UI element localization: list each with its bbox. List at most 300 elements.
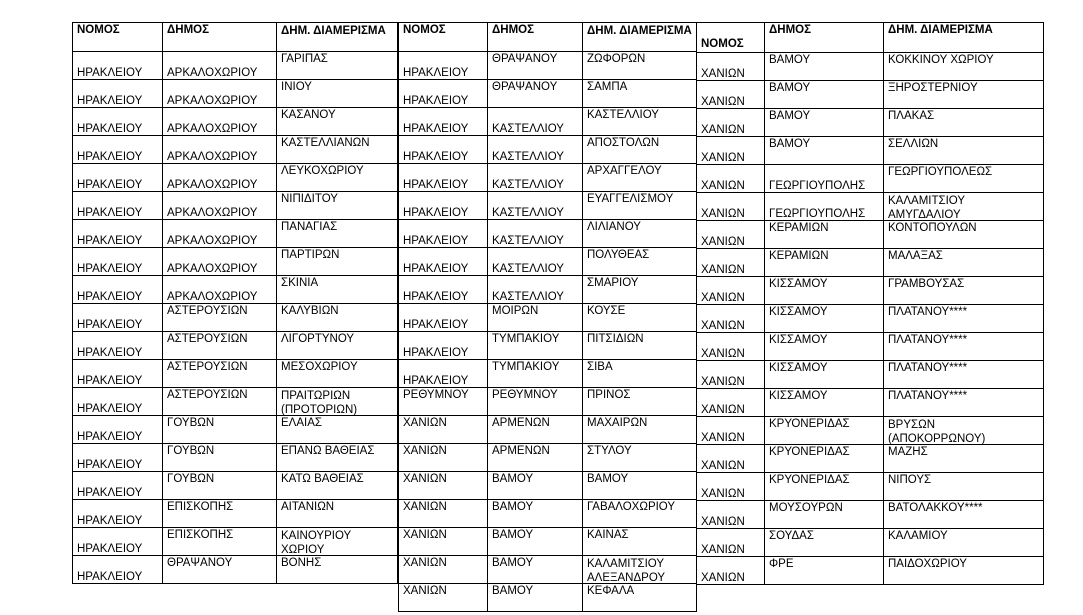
dimos-value-cell: [765, 473, 884, 501]
table-row: [73, 332, 398, 360]
dimos-value: ΓΟΥΒΩΝ: [167, 417, 215, 429]
nomos-value-cell: [399, 444, 488, 472]
diamerisma-value-cell: [583, 164, 697, 192]
nomos-value: ΗΡΑΚΛΕΙΟΥ: [403, 375, 469, 387]
dimos-value: ΑΡΚΑΛΟΧΩΡΙΟΥ: [167, 207, 258, 219]
dimos-value: ΚΙΣΣΑΜΟΥ: [769, 390, 828, 402]
nomos-value: ΗΡΑΚΛΕΙΟΥ: [77, 543, 143, 555]
dimos-value: ΜΟΥΣΟΥΡΩΝ: [769, 502, 843, 514]
nomos-value: ΗΡΑΚΛΕΙΟΥ: [403, 151, 469, 163]
diamerisma-value-cell: [583, 276, 697, 304]
dimos-value-cell: [765, 109, 884, 137]
table-row: [697, 305, 1044, 333]
diamerisma-value-cell: [277, 192, 398, 220]
dimos-value-cell: [488, 220, 583, 248]
header-dim-diamerisma: ΔΗΜ. ΔΙΑΜΕΡΙΣΜΑ: [277, 23, 398, 52]
table-header-row: [697, 23, 1044, 53]
nomos-value-cell: [73, 332, 163, 360]
header-dimos: ΔΗΜΟΣ: [163, 23, 277, 52]
table-row: [697, 361, 1044, 389]
dimos-value: ΑΣΤΕΡΟΥΣΙΩΝ: [167, 305, 248, 317]
nomos-value: ΧΑΝΙΩΝ: [701, 68, 745, 80]
dimos-value: ΚΑΣΤΕΛΛΙΟΥ: [492, 235, 564, 247]
nomos-value: ΗΡΑΚΛΕΙΟΥ: [77, 319, 143, 331]
table-row: [73, 556, 398, 584]
dimos-value-cell: [488, 332, 583, 360]
nomos-value-cell: [399, 584, 488, 612]
nomos-value-cell: [399, 192, 488, 220]
diamerisma-value: ΚΟΥΣΕ: [587, 305, 626, 317]
table-row: [399, 164, 697, 192]
dimos-value: ΑΡΚΑΛΟΧΩΡΙΟΥ: [167, 291, 258, 303]
nomos-value-cell: [399, 416, 488, 444]
nomos-value: ΧΑΝΙΩΝ: [701, 404, 745, 416]
nomos-value-cell: [399, 80, 488, 108]
table-row: [399, 472, 697, 500]
dimos-value-cell: [765, 389, 884, 417]
nomos-value-cell: [399, 556, 488, 584]
dimos-value: ΒΑΜΟΥ: [769, 138, 811, 150]
diamerisma-value: ΚΑΣΤΕΛΛΙΟΥ: [587, 109, 659, 121]
dimos-value-cell: [163, 416, 277, 444]
header-nomos: ΝΟΜΟΣ: [73, 23, 163, 52]
table-heraklion-part2: [398, 22, 697, 612]
dimos-value-cell: [765, 137, 884, 165]
diamerisma-value: ΚΑΙΝΟΥΡΙΟΥ ΧΩΡΙΟΥ: [281, 530, 351, 556]
table-row: [399, 416, 697, 444]
nomos-value: ΧΑΝΙΩΝ: [701, 488, 745, 500]
table-row: [697, 277, 1044, 305]
dimos-value: ΚΙΣΣΑΜΟΥ: [769, 334, 828, 346]
diamerisma-value-cell: [884, 529, 1044, 557]
dimos-value: ΚΙΣΣΑΜΟΥ: [769, 306, 828, 318]
dimos-value-cell: [765, 53, 884, 81]
header-dimos: ΔΗΜΟΣ: [488, 23, 583, 52]
table-chania: [696, 22, 1044, 585]
dimos-value: ΘΡΑΨΑΝΟΥ: [492, 53, 558, 65]
nomos-value-cell: [399, 388, 488, 416]
diamerisma-value-cell: [884, 109, 1044, 137]
diamerisma-value: ΠΛΑΤΑΝΟΥ****: [888, 362, 968, 374]
nomos-value-cell: [73, 304, 163, 332]
dimos-value: ΑΡΚΑΛΟΧΩΡΙΟΥ: [167, 67, 258, 79]
diamerisma-value-cell: [583, 444, 697, 472]
nomos-value-cell: [697, 305, 765, 333]
diamerisma-value-cell: [884, 305, 1044, 333]
diamerisma-value: ΚΑΣΑΝΟΥ: [281, 109, 336, 121]
diamerisma-value: ΣΤΥΛΟΥ: [587, 445, 632, 457]
table-row: [697, 473, 1044, 501]
nomos-value: ΗΡΑΚΛΕΙΟΥ: [77, 431, 143, 443]
dimos-value-cell: [765, 277, 884, 305]
diamerisma-value-cell: [277, 556, 398, 584]
dimos-value: ΒΑΜΟΥ: [492, 585, 534, 597]
dimos-value-cell: [488, 584, 583, 612]
dimos-value: ΑΡΜΕΝΩΝ: [492, 417, 550, 429]
nomos-value: ΡΕΘΥΜΝΟΥ: [403, 389, 469, 401]
nomos-value-cell: [697, 557, 765, 585]
diamerisma-value-cell: [277, 360, 398, 388]
nomos-value: ΗΡΑΚΛΕΙΟΥ: [77, 515, 143, 527]
dimos-value: ΒΑΜΟΥ: [769, 110, 811, 122]
diamerisma-value-cell: [277, 108, 398, 136]
diamerisma-value: ΒΟΝΗΣ: [281, 557, 322, 569]
table-row: [697, 557, 1044, 585]
diamerisma-value: ΓΡΑΜΒΟΥΣΑΣ: [888, 278, 965, 290]
dimos-value-cell: [765, 361, 884, 389]
dimos-value-cell: [163, 164, 277, 192]
dimos-value-cell: [163, 360, 277, 388]
table-row: [399, 304, 697, 332]
nomos-value: ΗΡΑΚΛΕΙΟΥ: [77, 375, 143, 387]
nomos-value: ΧΑΝΙΩΝ: [701, 96, 745, 108]
diamerisma-value: ΠΡΑΙΤΩΡΙΩΝ (ΠΡΟΤΟΡΙΩΝ): [281, 390, 358, 416]
nomos-value: ΗΡΑΚΛΕΙΟΥ: [77, 263, 143, 275]
table-row: [399, 52, 697, 80]
nomos-value: ΗΡΑΚΛΕΙΟΥ: [403, 179, 469, 191]
diamerisma-value: ΙΝΙΟΥ: [281, 81, 312, 93]
table-row: [399, 444, 697, 472]
dimos-value: ΓΟΥΒΩΝ: [167, 445, 215, 457]
diamerisma-value: ΠΛΑΤΑΝΟΥ****: [888, 334, 968, 346]
nomos-value-cell: [697, 389, 765, 417]
diamerisma-value-cell: [277, 248, 398, 276]
nomos-value: ΗΡΑΚΛΕΙΟΥ: [77, 459, 143, 471]
dimos-value-cell: [765, 501, 884, 529]
nomos-value: ΗΡΑΚΛΕΙΟΥ: [77, 235, 143, 247]
diamerisma-value: ΚΑΛΑΜΙΤΣΙΟΥ ΑΛΕΞΑΝΔΡΟΥ: [587, 558, 666, 584]
table-row: [73, 220, 398, 248]
diamerisma-value-cell: [884, 445, 1044, 473]
dimos-value-cell: [488, 304, 583, 332]
nomos-value-cell: [399, 500, 488, 528]
table-row: [73, 108, 398, 136]
table-row: [697, 389, 1044, 417]
dimos-value: ΘΡΑΨΑΝΟΥ: [167, 557, 233, 569]
diamerisma-value: ΚΟΚΚΙΝΟΥ ΧΩΡΙΟΥ: [888, 54, 994, 66]
dimos-value: ΒΑΜΟΥ: [492, 473, 534, 485]
nomos-value-cell: [697, 249, 765, 277]
nomos-value-cell: [399, 108, 488, 136]
header-nomos: ΝΟΜΟΣ: [697, 23, 765, 53]
diamerisma-value: ΓΕΩΡΓΙΟΥΠΟΛΕΩΣ: [888, 166, 993, 178]
nomos-value-cell: [73, 360, 163, 388]
diamerisma-value: ΣΑΜΠΑ: [587, 81, 628, 93]
header-dim-diamerisma: ΔΗΜ. ΔΙΑΜΕΡΙΣΜΑ: [884, 23, 1044, 53]
diamerisma-value-cell: [583, 500, 697, 528]
table-row: [73, 136, 398, 164]
nomos-value-cell: [399, 304, 488, 332]
diamerisma-value-cell: [884, 53, 1044, 81]
diamerisma-value-cell: [884, 249, 1044, 277]
dimos-value: ΚΕΡΑΜΙΩΝ: [769, 222, 829, 234]
dimos-value: ΑΣΤΕΡΟΥΣΙΩΝ: [167, 361, 248, 373]
table-row: [73, 248, 398, 276]
table-row: [73, 304, 398, 332]
dimos-value: ΡΕΘΥΜΝΟΥ: [492, 389, 558, 401]
dimos-value-cell: [765, 333, 884, 361]
nomos-value-cell: [73, 472, 163, 500]
table-row: [399, 80, 697, 108]
dimos-value: ΤΥΜΠΑΚΙΟΥ: [492, 333, 560, 345]
dimos-value-cell: [163, 444, 277, 472]
dimos-value-cell: [488, 164, 583, 192]
table-row: [697, 221, 1044, 249]
table-row: [399, 276, 697, 304]
diamerisma-value: ΠΑΝΑΓΙΑΣ: [281, 221, 338, 233]
dimos-value-cell: [765, 81, 884, 109]
diamerisma-value-cell: [583, 108, 697, 136]
table-row: [697, 501, 1044, 529]
dimos-value: ΤΥΜΠΑΚΙΟΥ: [492, 361, 560, 373]
diamerisma-value: ΜΕΣΟΧΩΡΙΟΥ: [281, 361, 358, 373]
dimos-value: ΚΑΣΤΕΛΛΙΟΥ: [492, 207, 564, 219]
diamerisma-value-cell: [583, 192, 697, 220]
table-row: [697, 445, 1044, 473]
diamerisma-value-cell: [277, 332, 398, 360]
diamerisma-value: ΒΑΤΟΛΑΚΚΟΥ****: [888, 502, 983, 514]
dimos-value: ΚΑΣΤΕΛΛΙΟΥ: [492, 123, 564, 135]
nomos-value: ΧΑΝΙΩΝ: [701, 348, 745, 360]
diamerisma-value: ΚΑΛΥΒΙΩΝ: [281, 305, 339, 317]
nomos-value: ΧΑΝΙΩΝ: [701, 124, 745, 136]
nomos-value-cell: [399, 52, 488, 80]
dimos-value: ΚΡΥΟΝΕΡΙΔΑΣ: [769, 474, 850, 486]
nomos-value-cell: [73, 108, 163, 136]
diamerisma-value: ΑΡΧΑΓΓΕΛΟΥ: [587, 165, 662, 177]
diamerisma-value: ΠΙΤΣΙΔΙΩΝ: [587, 333, 644, 345]
header-nomos: ΝΟΜΟΣ: [399, 23, 488, 52]
dimos-value-cell: [765, 529, 884, 557]
dimos-value: ΣΟΥΔΑΣ: [769, 530, 814, 542]
diamerisma-value-cell: [583, 220, 697, 248]
diamerisma-value-cell: [884, 389, 1044, 417]
table-row: [73, 360, 398, 388]
table-row: [399, 220, 697, 248]
diamerisma-value: ΠΡΙΝΟΣ: [587, 389, 631, 401]
nomos-value-cell: [73, 500, 163, 528]
diamerisma-value-cell: [583, 528, 697, 556]
table-row: [399, 584, 697, 612]
table-row: [73, 388, 398, 416]
nomos-value-cell: [697, 417, 765, 445]
nomos-value: ΗΡΑΚΛΕΙΟΥ: [403, 95, 469, 107]
nomos-value: ΧΑΝΙΩΝ: [701, 264, 745, 276]
diamerisma-value: ΜΑΖΗΣ: [888, 446, 928, 458]
diamerisma-value-cell: [277, 80, 398, 108]
diamerisma-value: ΛΕΥΚΟΧΩΡΙΟΥ: [281, 165, 364, 177]
nomos-value: ΗΡΑΚΛΕΙΟΥ: [77, 291, 143, 303]
nomos-value-cell: [697, 193, 765, 221]
nomos-value: ΧΑΝΙΩΝ: [403, 501, 447, 513]
dimos-value-cell: [163, 556, 277, 584]
nomos-value: ΧΑΝΙΩΝ: [701, 236, 745, 248]
nomos-value: ΗΡΑΚΛΕΙΟΥ: [403, 291, 469, 303]
diamerisma-value: ΚΑΛΑΜΙΟΥ: [888, 530, 948, 542]
dimos-value: ΑΡΚΑΛΟΧΩΡΙΟΥ: [167, 263, 258, 275]
nomos-value: ΗΡΑΚΛΕΙΟΥ: [77, 571, 143, 583]
dimos-value-cell: [163, 80, 277, 108]
nomos-value-cell: [399, 164, 488, 192]
dimos-value-cell: [765, 249, 884, 277]
nomos-value-cell: [697, 109, 765, 137]
dimos-value-cell: [488, 416, 583, 444]
dimos-value: ΓΕΩΡΓΙΟΥΠΟΛΗΣ: [769, 208, 866, 220]
diamerisma-value-cell: [583, 248, 697, 276]
diamerisma-value-cell: [277, 500, 398, 528]
nomos-value-cell: [73, 80, 163, 108]
dimos-value: ΑΡΚΑΛΟΧΩΡΙΟΥ: [167, 179, 258, 191]
dimos-value-cell: [765, 445, 884, 473]
nomos-value: ΧΑΝΙΩΝ: [701, 460, 745, 472]
dimos-value: ΦΡΕ: [769, 558, 794, 570]
table-header-row: [73, 23, 398, 52]
dimos-value: ΑΡΚΑΛΟΧΩΡΙΟΥ: [167, 95, 258, 107]
nomos-value: ΗΡΑΚΛΕΙΟΥ: [77, 487, 143, 499]
dimos-value: ΑΡΜΕΝΩΝ: [492, 445, 550, 457]
diamerisma-value: ΑΙΤΑΝΙΩΝ: [281, 501, 335, 513]
nomos-value: ΗΡΑΚΛΕΙΟΥ: [77, 347, 143, 359]
dimos-value-cell: [765, 305, 884, 333]
dimos-value-cell: [163, 472, 277, 500]
diamerisma-value: ΣΚΙΝΙΑ: [281, 277, 319, 289]
table-row: [399, 360, 697, 388]
diamerisma-value-cell: [277, 52, 398, 80]
dimos-value-cell: [488, 52, 583, 80]
diamerisma-value-cell: [277, 136, 398, 164]
nomos-value: ΗΡΑΚΛΕΙΟΥ: [77, 207, 143, 219]
nomos-value-cell: [697, 165, 765, 193]
diamerisma-value: ΚΕΦΑΛΑ: [587, 585, 635, 597]
nomos-value: ΗΡΑΚΛΕΙΟΥ: [403, 123, 469, 135]
dimos-value-cell: [163, 332, 277, 360]
nomos-value-cell: [697, 277, 765, 305]
diamerisma-value-cell: [277, 444, 398, 472]
diamerisma-value-cell: [884, 81, 1044, 109]
nomos-value: ΗΡΑΚΛΕΙΟΥ: [403, 263, 469, 275]
dimos-value-cell: [488, 472, 583, 500]
dimos-value: ΑΣΤΕΡΟΥΣΙΩΝ: [167, 389, 248, 401]
dimos-value: ΕΠΙΣΚΟΠΗΣ: [167, 501, 234, 513]
table-row: [399, 500, 697, 528]
nomos-value: ΧΑΝΙΩΝ: [403, 585, 447, 597]
table-row: [73, 276, 398, 304]
nomos-value: ΧΑΝΙΩΝ: [701, 320, 745, 332]
diamerisma-value-cell: [884, 277, 1044, 305]
nomos-value: ΗΡΑΚΛΕΙΟΥ: [77, 95, 143, 107]
diamerisma-value: ΠΛΑΤΑΝΟΥ****: [888, 390, 968, 402]
nomos-value-cell: [697, 81, 765, 109]
diamerisma-value-cell: [583, 304, 697, 332]
dimos-value-cell: [163, 192, 277, 220]
nomos-value: ΗΡΑΚΛΕΙΟΥ: [403, 67, 469, 79]
dimos-value: ΒΑΜΟΥ: [492, 529, 534, 541]
diamerisma-value: ΕΥΑΓΓΕΛΙΣΜΟΥ: [587, 193, 674, 205]
table-heraklion-part1: [72, 22, 398, 584]
diamerisma-value-cell: [583, 584, 697, 612]
dimos-value: ΑΡΚΑΛΟΧΩΡΙΟΥ: [167, 151, 258, 163]
nomos-value-cell: [73, 528, 163, 556]
table-row: [697, 53, 1044, 81]
dimos-value-cell: [163, 248, 277, 276]
nomos-value: ΧΑΝΙΩΝ: [701, 516, 745, 528]
table-row: [399, 332, 697, 360]
nomos-value: ΧΑΝΙΩΝ: [403, 529, 447, 541]
nomos-value-cell: [399, 248, 488, 276]
diamerisma-value: ΠΑΡΤΙΡΩΝ: [281, 249, 340, 261]
diamerisma-value: ΣΜΑΡΙΟΥ: [587, 277, 639, 289]
dimos-value: ΚΡΥΟΝΕΡΙΔΑΣ: [769, 418, 850, 430]
nomos-value: ΧΑΝΙΩΝ: [701, 432, 745, 444]
dimos-value-cell: [488, 444, 583, 472]
diamerisma-value: ΜΑΧΑΙΡΩΝ: [587, 417, 648, 429]
diamerisma-value: ΚΟΝΤΟΠΟΥΛΩΝ: [888, 222, 977, 234]
table-row: [399, 108, 697, 136]
table-row: [697, 109, 1044, 137]
dimos-value: ΚΑΣΤΕΛΛΙΟΥ: [492, 151, 564, 163]
diamerisma-value-cell: [884, 193, 1044, 221]
diamerisma-value-cell: [884, 361, 1044, 389]
table-row: [73, 52, 398, 80]
dimos-value-cell: [765, 221, 884, 249]
dimos-value: ΚΑΣΤΕΛΛΙΟΥ: [492, 179, 564, 191]
dimos-value-cell: [765, 557, 884, 585]
diamerisma-value: ΠΛΑΚΑΣ: [888, 110, 935, 122]
diamerisma-value: ΠΑΙΔΟΧΩΡΙΟΥ: [888, 558, 967, 570]
diamerisma-value-cell: [277, 528, 398, 556]
nomos-value: ΗΡΑΚΛΕΙΟΥ: [403, 235, 469, 247]
nomos-value-cell: [697, 137, 765, 165]
dimos-value: ΑΡΚΑΛΟΧΩΡΙΟΥ: [167, 235, 258, 247]
nomos-value: ΗΡΑΚΛΕΙΟΥ: [77, 179, 143, 191]
dimos-value: ΚΙΣΣΑΜΟΥ: [769, 278, 828, 290]
diamerisma-value: ΠΟΛΥΘΕΑΣ: [587, 249, 650, 261]
dimos-value-cell: [163, 304, 277, 332]
nomos-value: ΗΡΑΚΛΕΙΟΥ: [77, 123, 143, 135]
diamerisma-value-cell: [884, 137, 1044, 165]
nomos-value-cell: [399, 332, 488, 360]
dimos-value-cell: [488, 388, 583, 416]
diamerisma-value-cell: [583, 472, 697, 500]
dimos-value-cell: [163, 528, 277, 556]
nomos-value: ΧΑΝΙΩΝ: [403, 417, 447, 429]
table-row: [399, 248, 697, 276]
nomos-value: ΗΡΑΚΛΕΙΟΥ: [403, 207, 469, 219]
dimos-value-cell: [163, 276, 277, 304]
nomos-value: ΧΑΝΙΩΝ: [701, 544, 745, 556]
nomos-value-cell: [697, 361, 765, 389]
diamerisma-value: ΛΙΓΟΡΤΥΝΟΥ: [281, 333, 355, 345]
dimos-value-cell: [765, 417, 884, 445]
nomos-value-cell: [697, 473, 765, 501]
nomos-value-cell: [697, 445, 765, 473]
dimos-value-cell: [488, 500, 583, 528]
table-row: [697, 333, 1044, 361]
diamerisma-value: ΑΠΟΣΤΟΛΩΝ: [587, 137, 660, 149]
diamerisma-value-cell: [884, 417, 1044, 445]
table-row: [73, 80, 398, 108]
dimos-value: ΒΑΜΟΥ: [769, 82, 811, 94]
diamerisma-value-cell: [583, 332, 697, 360]
dimos-value-cell: [163, 500, 277, 528]
nomos-value-cell: [73, 388, 163, 416]
dimos-value-cell: [765, 165, 884, 193]
dimos-value-cell: [163, 52, 277, 80]
table-row: [399, 528, 697, 556]
diamerisma-value-cell: [277, 416, 398, 444]
dimos-value-cell: [488, 108, 583, 136]
diamerisma-value-cell: [884, 333, 1044, 361]
